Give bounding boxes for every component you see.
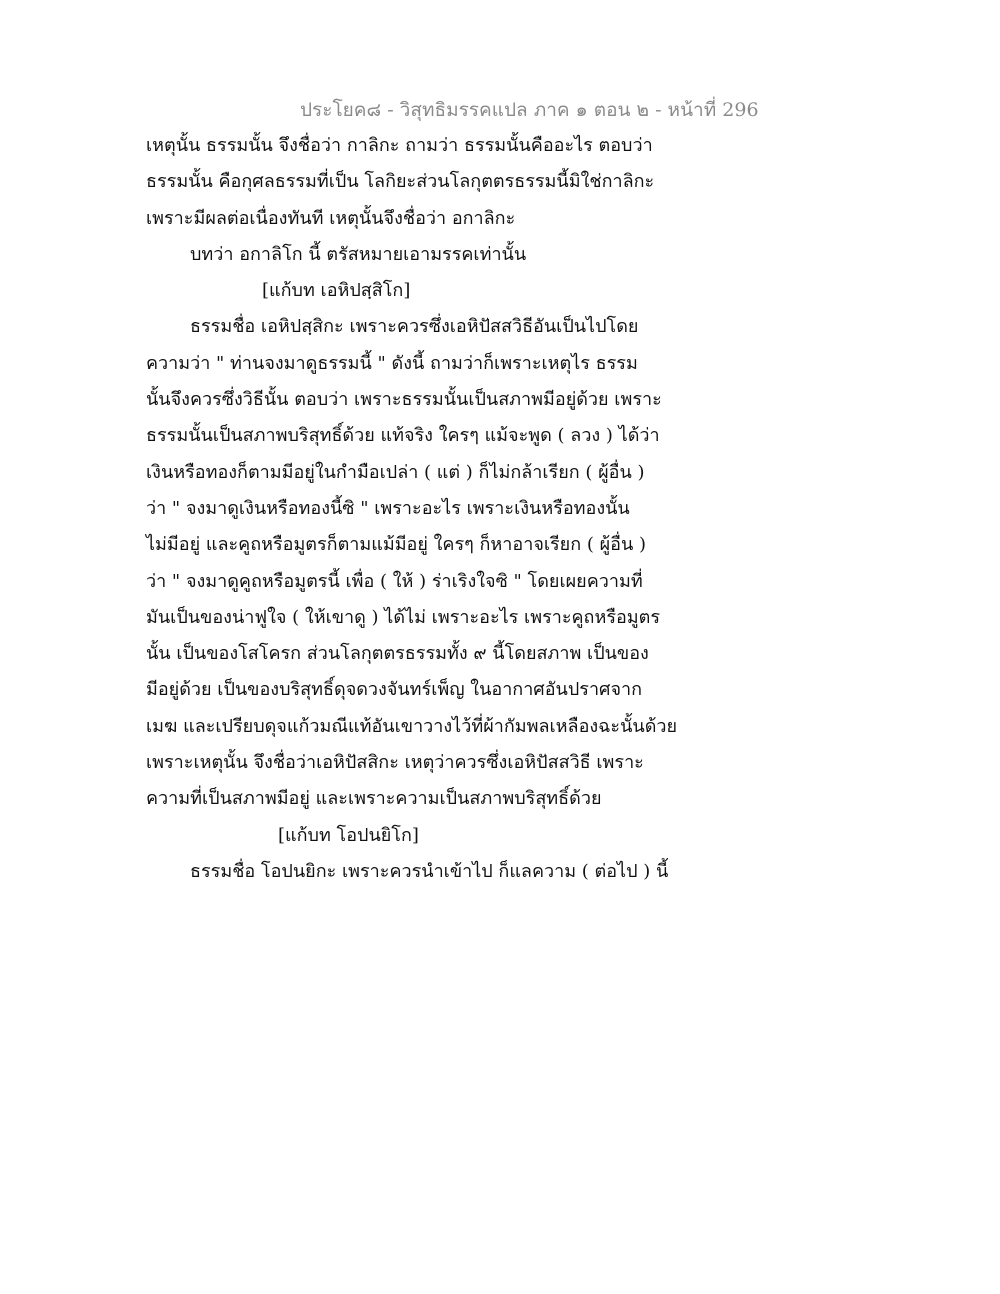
text-line: เพราะมีผลต่อเนื่องทันที เหตุนั้นจึงชื่อว่า อกาลิกะ [146, 207, 516, 229]
running-header: ประโยค๘ - วิสุทธิมรรคแปล ภาค ๑ ตอน ๒ - หน้าที่ 296 [300, 99, 759, 121]
text-line: นั้น เป็นของโสโครก ส่วนโลกุตตรธรรมทั้ง ๙ นี้โดยสภาพ เป็นของ [146, 643, 649, 665]
paragraph-start-line: บทว่า อกาลิโก นี้ ตรัสหมายเอามรรคเท่านั้น [190, 243, 527, 265]
text-line: ธรรมนั้น คือกุศลธรรมที่เป็น โลกิยะส่วนโลกุตตรธรรมนี้มิใช่กาลิกะ [146, 171, 655, 193]
text-line: มีอยู่ด้วย เป็นของบริสุทธิ์ดุจดวงจันทร์เพ็ญ ในอากาศอันปราศจาก [146, 679, 643, 701]
paragraph-start-line: ธรรมชื่อ เอหิปสฺสิกะ เพราะควรซึ่งเอหิปัสสวิธีอันเป็นไปโดย [190, 316, 639, 338]
section-heading: [แก้บท เอหิปสฺสิโก] [262, 280, 411, 302]
text-line: เงินหรือทองก็ตามมีอยู่ในกำมือเปล่า ( แต่ ) ก็ไม่กล้าเรียก ( ผู้อื่น ) [146, 461, 645, 483]
text-line: เหตุนั้น ธรรมนั้น จึงชื่อว่า กาลิกะ ถามว่า ธรรมนั้นคืออะไร ตอบว่า [146, 135, 653, 156]
text-line: เพราะเหตุนั้น จึงชื่อว่าเอหิปัสสิกะ เหตุว่าควรซึ่งเอหิปัสสวิธี เพราะ [146, 752, 644, 774]
body-text [146, 128, 678, 890]
text-line: ธรรมนั้นเป็นสภาพบริสุทธิ์ด้วย แท้จริง ใครๆ แม้จะพูด ( ลวง ) ได้ว่า [146, 425, 660, 447]
text-line: เมฆ และเปรียบดุจแก้วมณีแท้อันเขาวางไว้ที่ผ้ากัมพลเหลืองฉะนั้นด้วย [146, 715, 678, 737]
text-line: ความที่เป็นสภาพมีอยู่ และเพราะความเป็นสภาพบริสุทธิ์ด้วย [146, 788, 602, 810]
text-line: ว่า " จงมาดูคูถหรือมูตรนี้ เพื่อ ( ให้ ) ร่าเริงใจซิ " โดยเผยความที่ [146, 570, 643, 592]
section-heading: [แก้บท โอปนยิโก] [278, 824, 419, 846]
text-line: ว่า " จงมาดูเงินหรือทองนี้ซิ " เพราะอะไร เพราะเงินหรือทองนั้น [146, 497, 630, 519]
paragraph-start-line: ธรรมชื่อ โอปนยิกะ เพราะควรนำเข้าไป ก็แลความ ( ต่อไป ) นี้ [190, 860, 669, 882]
text-line: มันเป็นของน่าฟูใจ ( ให้เขาดู ) ได้ไม่ เพราะอะไร เพราะคูถหรือมูตร [146, 606, 661, 628]
text-line: ความว่า " ท่านจงมาดูธรรมนี้ " ดังนี้ ถามว่าก็เพราะเหตุไร ธรรม [146, 352, 638, 374]
text-line: นั้นจึงควรซึ่งวิธีนั้น ตอบว่า เพราะธรรมนั้นเป็นสภาพมีอยู่ด้วย เพราะ [146, 389, 662, 411]
text-line: ไม่มีอยู่ และคูถหรือมูตรก็ตามแม้มีอยู่ ใครๆ ก็หาอาจเรียก ( ผู้อื่น ) [146, 534, 647, 556]
